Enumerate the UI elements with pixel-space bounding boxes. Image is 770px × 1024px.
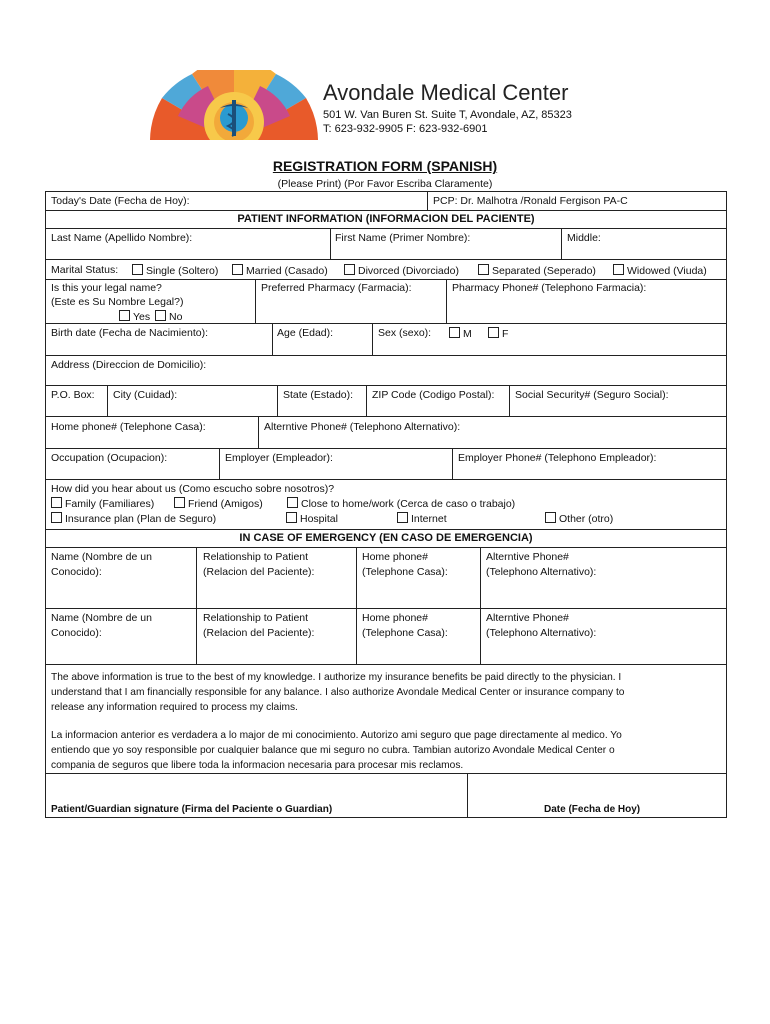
referral-close[interactable]: Close to home/work (Cerca de caso o trabajo) — [287, 497, 515, 511]
consent-line: The above information is true to the best of my knowledge. I authorize my insurance benefits be paid directly to the physician. I — [51, 672, 622, 683]
birth-date-field[interactable]: Birth date (Fecha de Nacimiento): — [51, 327, 208, 339]
last-name-field[interactable]: Last Name (Apellido Nombre): — [51, 232, 193, 244]
sex-label: Sex (sexo): — [378, 327, 432, 339]
city-field[interactable]: City (Cuidad): — [113, 389, 178, 401]
checkbox[interactable] — [613, 264, 624, 275]
legal-name-no[interactable]: No — [155, 310, 182, 324]
emergency-name-label[interactable]: Name (Nombre de un — [51, 612, 152, 624]
referral-other[interactable]: Other (otro) — [545, 512, 613, 526]
sex-f-option[interactable]: F — [488, 327, 508, 341]
patient-signature-field[interactable]: Patient/Guardian signature (Firma del Paciente o Guardian) — [51, 804, 333, 815]
todays-date-label[interactable]: Today's Date (Fecha de Hoy): — [51, 195, 190, 207]
consent-line: understand that I am financially responsible for any balance. I also authorize Avondale Medical Center or insurance company to — [51, 687, 625, 698]
emergency-home-phone-label[interactable]: Home phone# — [362, 551, 428, 563]
employer-field[interactable]: Employer (Empleador): — [225, 452, 333, 464]
patient-info-heading: PATIENT INFORMATION (INFORMACION DEL PACIENTE) — [237, 213, 535, 225]
emergency-alt-phone-label-2: (Telephono Alternativo): — [486, 566, 597, 578]
legal-name-question-es: (Este es Su Nombre Legal?) — [51, 296, 184, 308]
legal-name-yes[interactable]: Yes — [119, 310, 150, 324]
checkbox[interactable] — [344, 264, 355, 275]
emergency-name-label-2: Conocido): — [51, 566, 102, 578]
emergency-relationship-label-2: (Relacion del Paciente): — [203, 627, 315, 639]
pharmacy-phone-field[interactable]: Pharmacy Phone# (Telephono Farmacia): — [452, 282, 647, 294]
emergency-name-label-2: Conocido): — [51, 627, 102, 639]
consent-line: compania de seguros que libere toda la informacion necesaria para procesar mis reclamos. — [51, 760, 464, 771]
marital-single-option[interactable]: Single (Soltero) — [132, 264, 218, 278]
clinic-address: 501 W. Van Buren St. Suite T, Avondale, AZ, 85323 — [323, 109, 572, 121]
pcp-label: PCP: Dr. Malhotra /Ronald Fergison PA-C — [433, 195, 628, 207]
middle-name-field[interactable]: Middle: — [567, 232, 601, 244]
referral-question: How did you hear about us (Como escucho sobre nosotros)? — [51, 483, 335, 495]
referral-friend[interactable]: Friend (Amigos) — [174, 497, 263, 511]
checkbox[interactable] — [51, 497, 62, 508]
emergency-relationship-label[interactable]: Relationship to Patient — [203, 612, 309, 624]
form-title: REGISTRATION FORM (SPANISH) — [272, 158, 498, 174]
address-field[interactable]: Address (Direccion de Domicilio): — [51, 359, 207, 371]
emergency-name-label[interactable]: Name (Nombre de un — [51, 551, 152, 563]
marital-divorced-option[interactable]: Divorced (Divorciado) — [344, 264, 459, 278]
checkbox[interactable] — [397, 512, 408, 523]
state-field[interactable]: State (Estado): — [283, 389, 354, 401]
emergency-home-phone-label-2: (Telephone Casa): — [362, 566, 448, 578]
home-phone-field[interactable]: Home phone# (Telephone Casa): — [51, 421, 206, 433]
checkbox[interactable] — [119, 310, 130, 321]
checkbox[interactable] — [232, 264, 243, 275]
checkbox[interactable] — [174, 497, 185, 508]
referral-insurance[interactable]: Insurance plan (Plan de Seguro) — [51, 512, 216, 526]
occupation-field[interactable]: Occupation (Ocupacion): — [51, 452, 168, 464]
clinic-name: Avondale Medical Center — [323, 80, 569, 105]
signature-date-field[interactable]: Date (Fecha de Hoy) — [544, 804, 641, 815]
po-box-field[interactable]: P.O. Box: — [51, 389, 95, 401]
first-name-field[interactable]: First Name (Primer Nombre): — [335, 232, 471, 244]
consent-line: release any information required to process my claims. — [51, 702, 298, 713]
form-subtitle: (Please Print) (Por Favor Escriba Claramente) — [277, 178, 493, 190]
clinic-phones: T: 623-932-9905 F: 623-932-6901 — [323, 123, 488, 135]
zip-field[interactable]: ZIP Code (Codigo Postal): — [372, 389, 495, 401]
checkbox[interactable] — [449, 327, 460, 338]
checkbox[interactable] — [155, 310, 166, 321]
checkbox[interactable] — [488, 327, 499, 338]
employer-phone-field[interactable]: Employer Phone# (Telephono Empleador): — [458, 452, 657, 464]
marital-status-label: Marital Status: — [51, 264, 119, 276]
emergency-relationship-label[interactable]: Relationship to Patient — [203, 551, 309, 563]
checkbox[interactable] — [478, 264, 489, 275]
pharmacy-field[interactable]: Preferred Pharmacy (Farmacia): — [261, 282, 412, 294]
checkbox[interactable] — [287, 497, 298, 508]
sex-m-option[interactable]: M — [449, 327, 472, 341]
checkbox[interactable] — [132, 264, 143, 275]
consent-line: entiendo que yo soy responsible por cualquier balance que mi seguro no cubra. Tambian autorizo Avondale Medical Center o — [51, 745, 615, 756]
emergency-alt-phone-label[interactable]: Alterntive Phone# — [486, 612, 569, 624]
age-field[interactable]: Age (Edad): — [277, 327, 334, 339]
legal-name-question: Is this your legal name? — [51, 282, 162, 294]
emergency-alt-phone-label-2: (Telephono Alternativo): — [486, 627, 597, 639]
marital-widowed-option[interactable]: Widowed (Viuda) — [613, 264, 707, 278]
referral-family[interactable]: Family (Familiares) — [51, 497, 154, 511]
checkbox[interactable] — [51, 512, 62, 523]
emergency-alt-phone-label[interactable]: Alterntive Phone# — [486, 551, 569, 563]
alt-phone-field[interactable]: Alterntive Phone# (Telephono Alternativo): — [264, 421, 461, 433]
emergency-home-phone-label-2: (Telephone Casa): — [362, 627, 448, 639]
clinic-logo — [148, 70, 320, 142]
consent-line: La informacion anterior es verdadera a lo major de mi conocimiento. Autorizo ami seguro que page directamente al medico. Yo — [51, 730, 622, 741]
checkbox[interactable] — [545, 512, 556, 523]
emergency-relationship-label-2: (Relacion del Paciente): — [203, 566, 315, 578]
ssn-field[interactable]: Social Security# (Seguro Social): — [515, 389, 669, 401]
emergency-heading: IN CASE OF EMERGENCY (EN CASO DE EMERGENCIA) — [239, 532, 533, 544]
referral-hospital[interactable]: Hospital — [286, 512, 338, 526]
emergency-home-phone-label[interactable]: Home phone# — [362, 612, 428, 624]
marital-married-option[interactable]: Married (Casado) — [232, 264, 328, 278]
referral-internet[interactable]: Internet — [397, 512, 447, 526]
marital-separated-option[interactable]: Separated (Seperado) — [478, 264, 596, 278]
checkbox[interactable] — [286, 512, 297, 523]
